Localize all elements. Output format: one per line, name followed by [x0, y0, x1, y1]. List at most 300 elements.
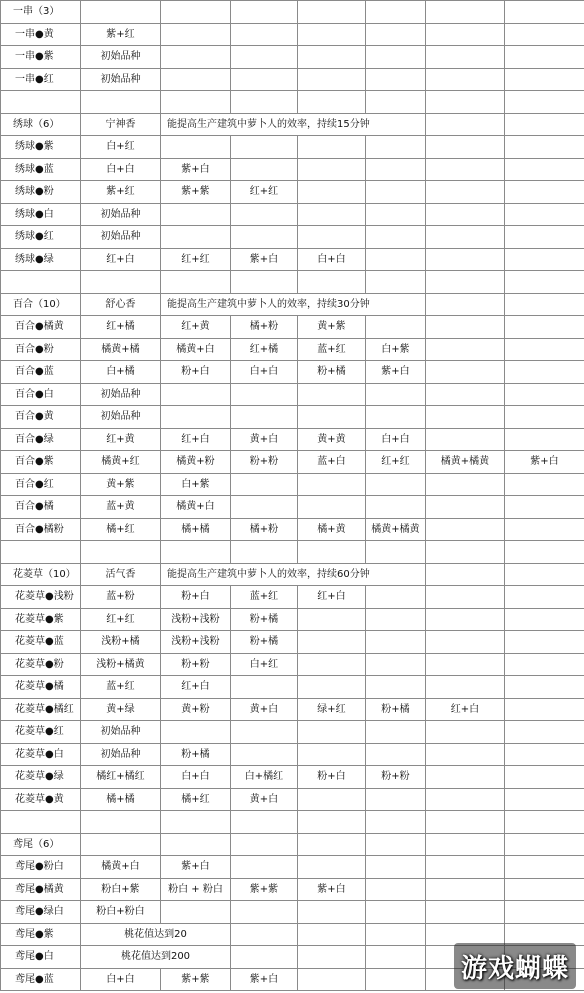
recipe-cell: 白+白 — [81, 158, 161, 181]
recipe-cell: 橘红+橘红 — [81, 766, 161, 789]
empty-cell — [298, 968, 366, 991]
table-row — [1, 23, 584, 46]
empty-cell — [505, 428, 584, 451]
recipe-cell: 紫+白 — [161, 856, 231, 879]
empty-cell — [505, 653, 584, 676]
effect-description-cell: 能提高生产建筑中萝卜人的效率，持续60分钟 — [161, 563, 426, 586]
empty-cell — [426, 541, 505, 564]
table-row — [1, 496, 584, 519]
flower-name-cell: 绣球●红 — [1, 226, 81, 249]
recipe-cell: 黄+绿 — [81, 698, 161, 721]
empty-cell — [426, 518, 505, 541]
empty-cell — [81, 811, 161, 834]
table-row — [1, 451, 584, 474]
empty-cell — [366, 833, 426, 856]
empty-cell — [366, 203, 426, 226]
empty-cell — [366, 946, 426, 969]
recipe-cell: 初始品种 — [81, 743, 161, 766]
recipe-cell: 紫+紫 — [161, 181, 231, 204]
empty-cell — [505, 361, 584, 384]
empty-cell — [231, 541, 298, 564]
recipe-cell: 红+橘 — [231, 338, 298, 361]
table-row — [1, 181, 584, 204]
empty-cell — [505, 46, 584, 69]
empty-cell — [366, 721, 426, 744]
recipe-cell: 橘黄+白 — [161, 496, 231, 519]
empty-cell — [426, 856, 505, 879]
flower-name-cell: 花菱草●橘 — [1, 676, 81, 699]
empty-cell — [505, 743, 584, 766]
empty-cell — [231, 856, 298, 879]
recipe-cell: 浅粉+浅粉 — [161, 608, 231, 631]
empty-cell — [81, 91, 161, 114]
empty-cell — [505, 338, 584, 361]
empty-cell — [426, 23, 505, 46]
recipe-cell: 红+白 — [161, 676, 231, 699]
watermark-logo: 游戏蝴蝶 — [454, 943, 576, 989]
empty-cell — [505, 518, 584, 541]
flower-name-cell: 花菱草●黄 — [1, 788, 81, 811]
empty-cell — [161, 136, 231, 159]
empty-cell — [426, 428, 505, 451]
empty-cell — [231, 473, 298, 496]
table-row — [1, 46, 584, 69]
flower-name-cell: 百合●绿 — [1, 428, 81, 451]
recipe-cell: 红+红 — [366, 451, 426, 474]
flower-name-cell: 绣球●紫 — [1, 136, 81, 159]
recipe-cell: 红+红 — [81, 608, 161, 631]
recipe-cell: 红+白 — [298, 586, 366, 609]
table-row — [1, 698, 584, 721]
table-row — [1, 721, 584, 744]
empty-cell — [231, 721, 298, 744]
table-row — [1, 676, 584, 699]
table-row — [1, 901, 584, 924]
flower-name-cell: 花菱草●绿 — [1, 766, 81, 789]
effect-description-cell: 能提高生产建筑中萝卜人的效率，持续15分钟 — [161, 113, 426, 136]
empty-cell — [366, 316, 426, 339]
flower-name-cell: 百合●紫 — [1, 451, 81, 474]
empty-cell — [366, 631, 426, 654]
recipe-cell: 黄+紫 — [298, 316, 366, 339]
empty-cell — [426, 811, 505, 834]
table-row — [1, 91, 584, 114]
empty-cell — [298, 788, 366, 811]
recipe-cell: 白+红 — [81, 136, 161, 159]
recipe-cell: 橘+橘 — [161, 518, 231, 541]
table-row — [1, 136, 584, 159]
recipe-cell: 黄+黄 — [298, 428, 366, 451]
empty-cell — [1, 91, 81, 114]
empty-cell — [505, 698, 584, 721]
recipe-cell: 白+白 — [231, 361, 298, 384]
empty-cell — [505, 293, 584, 316]
empty-cell — [298, 158, 366, 181]
empty-cell — [366, 923, 426, 946]
recipe-cell: 浅粉+浅粉 — [161, 631, 231, 654]
empty-cell — [231, 946, 298, 969]
flower-name-cell: 百合●橘 — [1, 496, 81, 519]
empty-cell — [231, 743, 298, 766]
recipe-cell: 白+白 — [81, 968, 161, 991]
flower-name-cell: 百合●橘粉 — [1, 518, 81, 541]
empty-cell — [298, 721, 366, 744]
recipe-cell: 红+黄 — [161, 316, 231, 339]
table-row — [1, 293, 584, 316]
recipe-cell: 橘+红 — [81, 518, 161, 541]
empty-cell — [298, 496, 366, 519]
empty-cell — [366, 271, 426, 294]
empty-cell — [231, 271, 298, 294]
empty-cell — [161, 721, 231, 744]
recipe-cell: 红+黄 — [81, 428, 161, 451]
flower-name-cell: 鸢尾●蓝 — [1, 968, 81, 991]
flower-name-cell: 绣球●粉 — [1, 181, 81, 204]
empty-cell — [505, 181, 584, 204]
recipe-cell: 紫+白 — [161, 158, 231, 181]
empty-cell — [426, 1, 505, 24]
empty-cell — [505, 113, 584, 136]
empty-cell — [298, 946, 366, 969]
empty-cell — [505, 496, 584, 519]
empty-cell — [505, 766, 584, 789]
recipe-cell: 红+白 — [426, 698, 505, 721]
recipe-cell: 紫+白 — [231, 248, 298, 271]
recipe-cell: 橘+橘 — [81, 788, 161, 811]
recipe-cell: 橘+黄 — [298, 518, 366, 541]
empty-cell — [505, 473, 584, 496]
empty-cell — [298, 833, 366, 856]
table-row — [1, 226, 584, 249]
empty-cell — [505, 541, 584, 564]
flower-name-cell: 绣球（6） — [1, 113, 81, 136]
empty-cell — [366, 136, 426, 159]
empty-cell — [505, 383, 584, 406]
empty-cell — [298, 811, 366, 834]
empty-cell — [231, 676, 298, 699]
table-row — [1, 68, 584, 91]
empty-cell — [505, 856, 584, 879]
empty-cell — [426, 766, 505, 789]
empty-cell — [505, 833, 584, 856]
recipe-cell: 初始品种 — [81, 226, 161, 249]
recipe-cell: 紫+红 — [81, 181, 161, 204]
empty-cell — [426, 496, 505, 519]
empty-cell — [426, 833, 505, 856]
empty-cell — [505, 608, 584, 631]
unlock-condition-cell: 桃花值达到200 — [81, 946, 231, 969]
recipe-cell: 粉白+紫 — [81, 878, 161, 901]
empty-cell — [1, 541, 81, 564]
empty-cell — [505, 901, 584, 924]
table-row — [1, 113, 584, 136]
recipe-cell: 蓝+红 — [298, 338, 366, 361]
empty-cell — [231, 226, 298, 249]
empty-cell — [161, 226, 231, 249]
empty-cell — [161, 1, 231, 24]
empty-cell — [231, 23, 298, 46]
empty-cell — [231, 406, 298, 429]
table-row — [1, 1, 584, 24]
empty-cell — [161, 383, 231, 406]
flower-name-cell: 花菱草●蓝 — [1, 631, 81, 654]
empty-cell — [298, 271, 366, 294]
empty-cell — [426, 271, 505, 294]
flower-name-cell: 花菱草●红 — [1, 721, 81, 744]
empty-cell — [161, 271, 231, 294]
flower-name-cell: 一串●黄 — [1, 23, 81, 46]
recipe-cell: 粉+橘 — [161, 743, 231, 766]
empty-cell — [366, 788, 426, 811]
empty-cell — [298, 226, 366, 249]
empty-cell — [366, 473, 426, 496]
empty-cell — [298, 923, 366, 946]
recipe-cell: 黄+白 — [231, 788, 298, 811]
empty-cell — [366, 181, 426, 204]
recipe-cell: 粉+橘 — [366, 698, 426, 721]
empty-cell — [505, 631, 584, 654]
recipe-cell: 白+紫 — [161, 473, 231, 496]
empty-cell — [505, 586, 584, 609]
recipe-cell: 蓝+白 — [298, 451, 366, 474]
empty-cell — [298, 653, 366, 676]
table-row — [1, 338, 584, 361]
empty-cell — [366, 676, 426, 699]
empty-cell — [505, 158, 584, 181]
empty-cell — [298, 473, 366, 496]
flower-name-cell: 鸢尾（6） — [1, 833, 81, 856]
empty-cell — [505, 68, 584, 91]
flower-name-cell: 花菱草（10） — [1, 563, 81, 586]
empty-cell — [161, 541, 231, 564]
empty-cell — [366, 158, 426, 181]
flower-name-cell: 鸢尾●白 — [1, 946, 81, 969]
table-row — [1, 811, 584, 834]
recipe-cell: 初始品种 — [81, 203, 161, 226]
empty-cell — [298, 541, 366, 564]
empty-cell — [366, 406, 426, 429]
empty-cell — [505, 1, 584, 24]
empty-cell — [231, 136, 298, 159]
empty-cell — [366, 541, 426, 564]
recipe-cell: 黄+粉 — [161, 698, 231, 721]
table-row — [1, 631, 584, 654]
recipe-cell: 粉+粉 — [161, 653, 231, 676]
flower-name-cell: 百合●黄 — [1, 406, 81, 429]
empty-cell — [366, 856, 426, 879]
empty-cell — [298, 406, 366, 429]
empty-cell — [366, 811, 426, 834]
recipe-cell: 橘+粉 — [231, 316, 298, 339]
empty-cell — [505, 248, 584, 271]
empty-cell — [298, 631, 366, 654]
recipe-cell: 粉+橘 — [231, 631, 298, 654]
empty-cell — [505, 878, 584, 901]
flower-name-cell: 百合●橘黄 — [1, 316, 81, 339]
recipe-cell: 橘黄+白 — [81, 856, 161, 879]
recipe-cell: 黄+白 — [231, 428, 298, 451]
empty-cell — [161, 91, 231, 114]
recipe-cell: 蓝+红 — [81, 676, 161, 699]
empty-cell — [426, 901, 505, 924]
empty-cell — [426, 68, 505, 91]
empty-cell — [231, 91, 298, 114]
recipe-cell: 紫+白 — [366, 361, 426, 384]
empty-cell — [505, 316, 584, 339]
empty-cell — [231, 901, 298, 924]
recipe-cell: 红+白 — [161, 428, 231, 451]
empty-cell — [426, 113, 505, 136]
recipe-cell: 粉白 + 粉白 — [161, 878, 231, 901]
empty-cell — [231, 923, 298, 946]
empty-cell — [81, 833, 161, 856]
recipe-cell: 粉+橘 — [231, 608, 298, 631]
recipe-cell: 舒心香 — [81, 293, 161, 316]
empty-cell — [231, 203, 298, 226]
table-row — [1, 383, 584, 406]
recipe-cell: 浅粉+橘黄 — [81, 653, 161, 676]
empty-cell — [161, 811, 231, 834]
recipe-cell: 初始品种 — [81, 406, 161, 429]
table-row — [1, 248, 584, 271]
recipe-cell: 蓝+红 — [231, 586, 298, 609]
flower-name-cell: 绣球●绿 — [1, 248, 81, 271]
empty-cell — [298, 608, 366, 631]
empty-cell — [426, 293, 505, 316]
empty-cell — [81, 271, 161, 294]
empty-cell — [298, 181, 366, 204]
empty-cell — [1, 271, 81, 294]
table-row — [1, 473, 584, 496]
empty-cell — [426, 586, 505, 609]
recipe-cell: 紫+白 — [231, 968, 298, 991]
table-row — [1, 586, 584, 609]
empty-cell — [426, 181, 505, 204]
empty-cell — [505, 91, 584, 114]
empty-cell — [505, 226, 584, 249]
empty-cell — [426, 226, 505, 249]
table-row — [1, 406, 584, 429]
recipe-cell: 绿+红 — [298, 698, 366, 721]
empty-cell — [81, 541, 161, 564]
empty-cell — [298, 203, 366, 226]
empty-cell — [505, 788, 584, 811]
empty-cell — [231, 496, 298, 519]
flower-name-cell: 百合●蓝 — [1, 361, 81, 384]
empty-cell — [426, 788, 505, 811]
recipe-cell: 橘+红 — [161, 788, 231, 811]
empty-cell — [505, 271, 584, 294]
empty-cell — [426, 721, 505, 744]
empty-cell — [426, 473, 505, 496]
empty-cell — [81, 1, 161, 24]
empty-cell — [161, 23, 231, 46]
recipe-cell: 白+白 — [298, 248, 366, 271]
flower-name-cell: 花菱草●浅粉 — [1, 586, 81, 609]
empty-cell — [426, 203, 505, 226]
recipe-cell: 橘黄+橘 — [81, 338, 161, 361]
empty-cell — [426, 361, 505, 384]
empty-cell — [298, 23, 366, 46]
empty-cell — [426, 563, 505, 586]
empty-cell — [231, 158, 298, 181]
recipe-cell: 黄+白 — [231, 698, 298, 721]
flower-name-cell: 一串●紫 — [1, 46, 81, 69]
empty-cell — [366, 1, 426, 24]
recipe-cell: 红+红 — [231, 181, 298, 204]
flower-name-cell: 一串（3） — [1, 1, 81, 24]
empty-cell — [366, 383, 426, 406]
empty-cell — [426, 158, 505, 181]
flower-name-cell: 鸢尾●橘黄 — [1, 878, 81, 901]
empty-cell — [366, 46, 426, 69]
recipe-cell: 粉+粉 — [231, 451, 298, 474]
empty-cell — [231, 383, 298, 406]
table-row — [1, 271, 584, 294]
empty-cell — [426, 676, 505, 699]
recipe-cell: 粉+白 — [161, 586, 231, 609]
recipe-cell: 白+橘红 — [231, 766, 298, 789]
empty-cell — [161, 46, 231, 69]
recipe-cell: 白+白 — [161, 766, 231, 789]
empty-cell — [426, 248, 505, 271]
empty-cell — [505, 676, 584, 699]
empty-cell — [161, 68, 231, 91]
recipe-cell: 红+白 — [81, 248, 161, 271]
recipe-cell: 粉+白 — [298, 766, 366, 789]
table-row — [1, 653, 584, 676]
recipe-cell: 初始品种 — [81, 68, 161, 91]
empty-cell — [366, 496, 426, 519]
recipe-cell: 白+白 — [366, 428, 426, 451]
empty-cell — [366, 901, 426, 924]
recipe-cell: 白+红 — [231, 653, 298, 676]
flower-name-cell: 百合（10） — [1, 293, 81, 316]
empty-cell — [161, 833, 231, 856]
empty-cell — [426, 316, 505, 339]
table-row — [1, 788, 584, 811]
table-row — [1, 203, 584, 226]
flower-name-cell: 一串●红 — [1, 68, 81, 91]
empty-cell — [366, 248, 426, 271]
recipe-cell: 宁神香 — [81, 113, 161, 136]
table-row — [1, 743, 584, 766]
empty-cell — [298, 676, 366, 699]
flower-name-cell: 花菱草●粉 — [1, 653, 81, 676]
flower-name-cell: 鸢尾●粉白 — [1, 856, 81, 879]
flower-name-cell: 花菱草●紫 — [1, 608, 81, 631]
empty-cell — [298, 383, 366, 406]
empty-cell — [298, 743, 366, 766]
recipe-cell: 蓝+黄 — [81, 496, 161, 519]
table-row — [1, 158, 584, 181]
recipe-cell: 紫+白 — [505, 451, 584, 474]
recipe-cell: 橘黄+橘黄 — [366, 518, 426, 541]
recipe-cell: 初始品种 — [81, 46, 161, 69]
table-row — [1, 563, 584, 586]
recipe-cell: 红+橘 — [81, 316, 161, 339]
empty-cell — [1, 811, 81, 834]
empty-cell — [231, 833, 298, 856]
empty-cell — [505, 23, 584, 46]
empty-cell — [231, 1, 298, 24]
table-row — [1, 518, 584, 541]
recipe-cell: 橘黄+白 — [161, 338, 231, 361]
recipe-cell: 黄+紫 — [81, 473, 161, 496]
empty-cell — [426, 878, 505, 901]
table-row — [1, 316, 584, 339]
empty-cell — [366, 743, 426, 766]
